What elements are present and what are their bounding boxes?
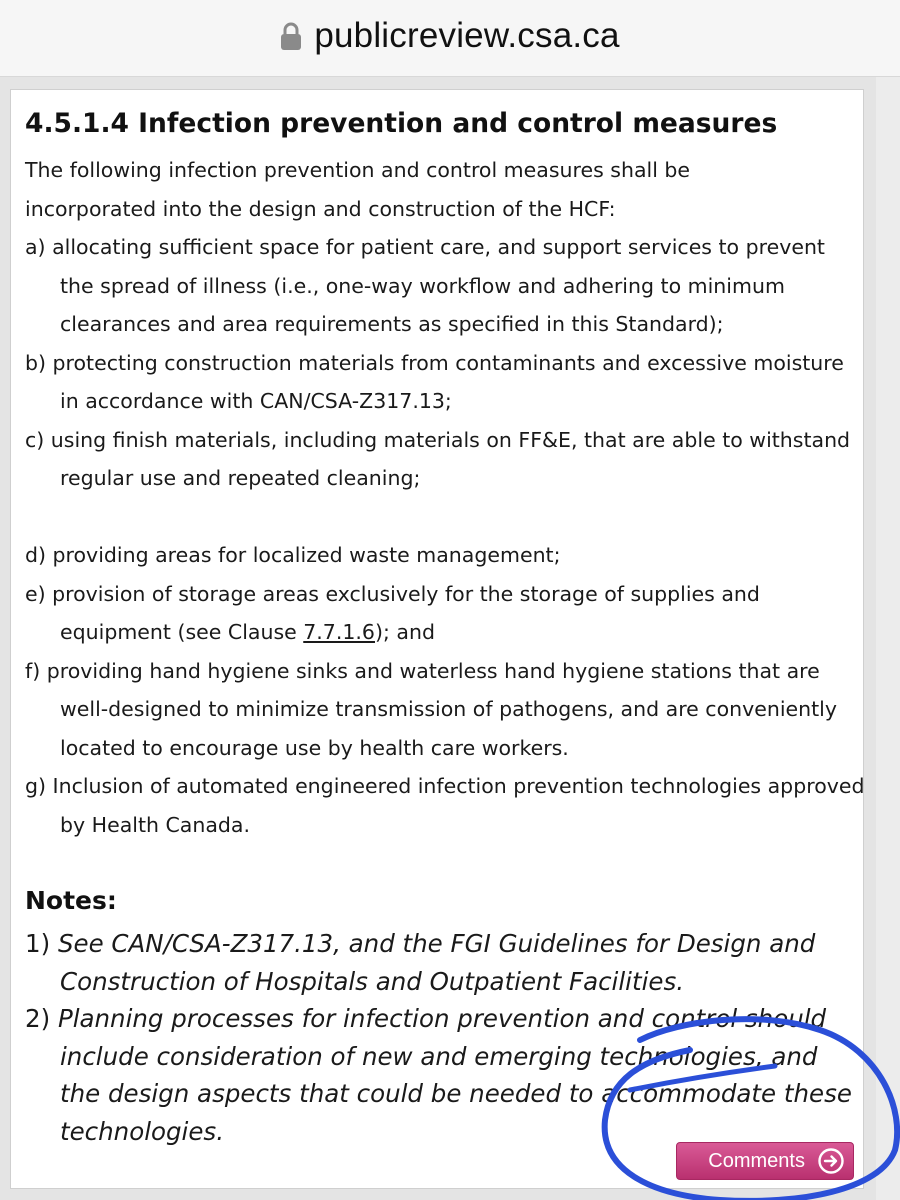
intro-line-1: The following infection prevention and control measures shall be bbox=[25, 158, 691, 182]
note-item bbox=[25, 1000, 855, 1150]
notes-list bbox=[25, 925, 855, 1150]
list-item: g) Inclusion of automated engineered infection prevention technologies approved by Health Canada. bbox=[25, 774, 865, 837]
comments-button[interactable] bbox=[676, 1142, 854, 1180]
url-text: publicreview.csa.ca bbox=[314, 16, 620, 55]
list-item-text: ); and bbox=[374, 620, 435, 644]
note-item bbox=[25, 925, 855, 1000]
note-text: See CAN/CSA-Z317.13, and the FGI Guidelines for Design and Construction of Hospitals and Outpatient Facilities. bbox=[57, 929, 816, 996]
list-item: d) providing areas for localized waste management; bbox=[25, 543, 561, 567]
clause-link[interactable]: 7.7.1.6 bbox=[303, 620, 375, 644]
note-number: 1) bbox=[25, 929, 58, 958]
list-item: c) using finish materials, including materials on FF&E, that are able to withstand regular use and repeated cleaning; bbox=[25, 427, 851, 490]
notes-heading: Notes: bbox=[25, 886, 117, 915]
intro-line-2: incorporated into the design and construction of the HCF: bbox=[25, 196, 616, 221]
list-item-text: e) provision of storage areas exclusively for the storage of supplies and equipment (see Clause bbox=[25, 581, 760, 644]
note-number: 2) bbox=[25, 1004, 58, 1033]
list-item: f) providing hand hygiene sinks and waterless hand hygiene stations that are well-designed to minimize transmission of pathogens, and are conveniently located to encourage use by health care workers. bbox=[25, 658, 838, 760]
list-item: b) protecting construction materials from contaminants and excessive moisture in accordance with CAN/CSA-Z317.13; bbox=[25, 350, 844, 413]
list-item bbox=[25, 575, 865, 652]
address-bar[interactable] bbox=[0, 0, 900, 77]
clause-card bbox=[10, 89, 864, 1189]
scrollbar-track[interactable] bbox=[876, 77, 900, 1200]
comments-label: Comments bbox=[708, 1149, 805, 1172]
section-title: 4.5.1.4 Infection prevention and control measures bbox=[25, 108, 778, 139]
url-display[interactable] bbox=[280, 16, 619, 56]
measures-list bbox=[25, 228, 865, 844]
intro-text bbox=[25, 151, 690, 228]
page-frame bbox=[0, 77, 900, 1200]
list-item: a) allocating sufficient space for patient care, and support services to prevent the spread of illness (i.e., one-way workflow and adhering to minimum clearances and area requirements as specified in this Standard); bbox=[25, 235, 825, 336]
arrow-right-circle-icon bbox=[817, 1147, 845, 1175]
note-text: Planning processes for infection prevention and control should include consideration of new and emerging technologies, and the design aspects that could be needed to accommodate these technologies. bbox=[57, 1004, 852, 1146]
lock-icon bbox=[280, 21, 302, 51]
